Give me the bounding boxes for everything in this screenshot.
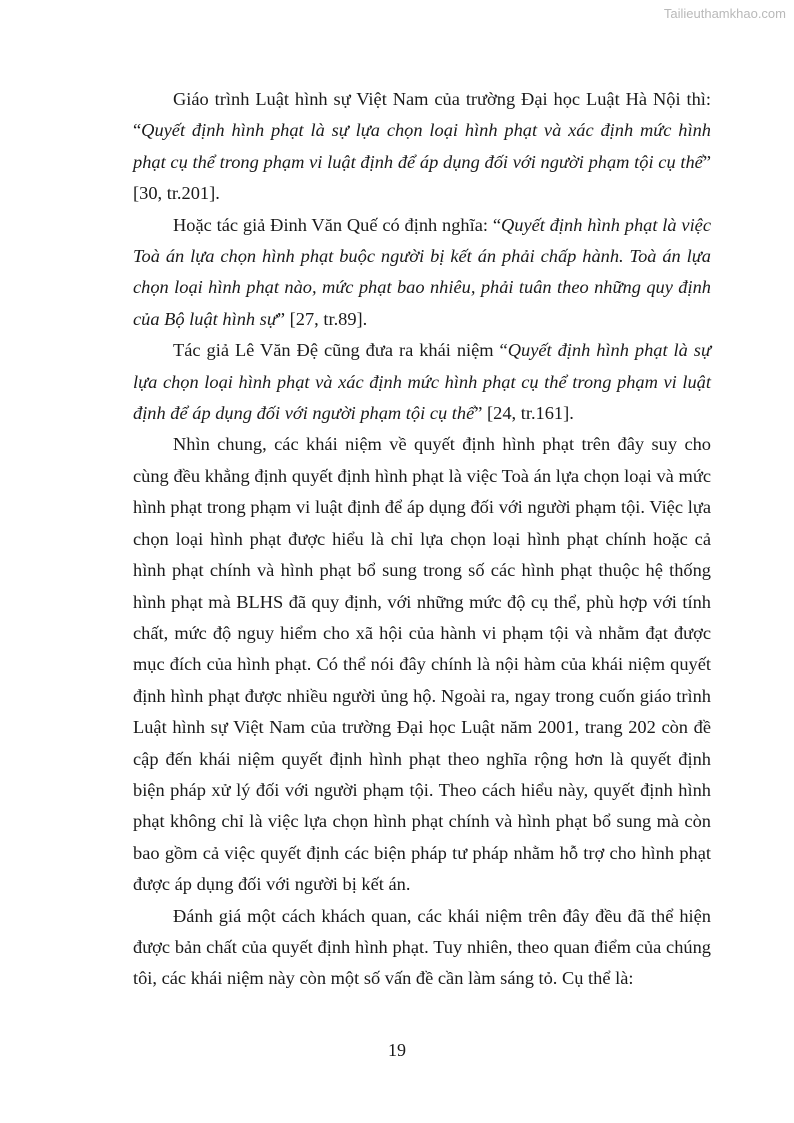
quoted-definition: Quyết định hình phạt là sự lựa chọn loại hình phạt và xác định mức hình phạt cụ thể trong phạm vi luật định để áp dụng đối với người phạm tội cụ thể — [133, 120, 711, 172]
quoted-definition: Quyết định hình phạt là sự lựa chọn loại hình phạt và xác định mức hình phạt cụ thể trong phạm vi luật định để áp dụng đối với người phạm tội cụ thể — [133, 340, 711, 424]
citation: ” [30, tr.201]. — [133, 151, 711, 204]
body-text — [133, 84, 711, 995]
watermark: Tailieuthamkhao.com — [663, 6, 786, 21]
paragraph-definition-dinh-van-que — [133, 210, 711, 336]
paragraph-definition-le-van-de — [133, 335, 711, 429]
page-number: 19 — [388, 1040, 406, 1060]
citation: ” [24, tr.161]. — [474, 403, 574, 424]
paragraph-intro: Hoặc tác giả Đinh Văn Quế có định nghĩa: “ — [173, 214, 501, 235]
citation: ” [27, tr.89]. — [276, 308, 368, 329]
paragraph-intro: Tác giả Lê Văn Đệ cũng đưa ra khái niệm “ — [173, 340, 508, 361]
quoted-definition: Quyết định hình phạt là việc Toà án lựa chọn hình phạt buộc người bị kết án phải chấp hành. Toà án lựa chọn loại hình phạt nào, mức phạt bao nhiêu, phải tuân theo những quy định của Bộ luật hình sự — [133, 214, 711, 329]
paragraph-evaluation: Đánh giá một cách khách quan, các khái niệm trên đây đều đã thể hiện được bản chất của quyết định hình phạt. Tuy nhiên, theo quan điểm của chúng tôi, các khái niệm này còn một số vấn đề cần làm sáng tỏ. Cụ thể là: — [133, 905, 711, 989]
paragraph-definition-textbook — [133, 84, 711, 210]
paragraph-intro: Giáo trình Luật hình sự Việt Nam của trường Đại học Luật Hà Nội thì: “ — [133, 89, 711, 141]
paragraph-general-analysis: Nhìn chung, các khái niệm về quyết định hình phạt trên đây suy cho cùng đều khẳng định quyết định hình phạt là việc Toà án lựa chọn loại và mức hình phạt trong phạm vi luật định để áp dụng đối với người phạm tội. Việc lựa chọn loại hình phạt được hiểu là chỉ lựa chọn loại hình phạt chính hoặc cả hình phạt chính và hình phạt bổ sung trong số các hình phạt thuộc hệ thống hình phạt mà BLHS đã quy định, với những mức độ cụ thể, phù hợp với tính chất, mức độ nguy hiểm cho xã hội của hành vi phạm tội và nhằm đạt được mục đích của hình phạt. Có thể nói đây chính là nội hàm của khái niệm quyết định hình phạt được nhiều người ủng hộ. Ngoài ra, ngay trong cuốn giáo trình Luật hình sự Việt Nam của trường Đại học Luật năm 2001, trang 202 còn đề cập đến khái niệm quyết định hình phạt theo nghĩa rộng hơn là quyết định biện pháp xử lý đối với người phạm tội. Theo cách hiểu này, quyết định hình phạt không chỉ là việc lựa chọn hình phạt chính và hình phạt bổ sung mà còn bao gồm cả việc quyết định các biện pháp tư pháp nhằm hỗ trợ cho hình phạt được áp dụng đối với người bị kết án. — [133, 434, 711, 895]
